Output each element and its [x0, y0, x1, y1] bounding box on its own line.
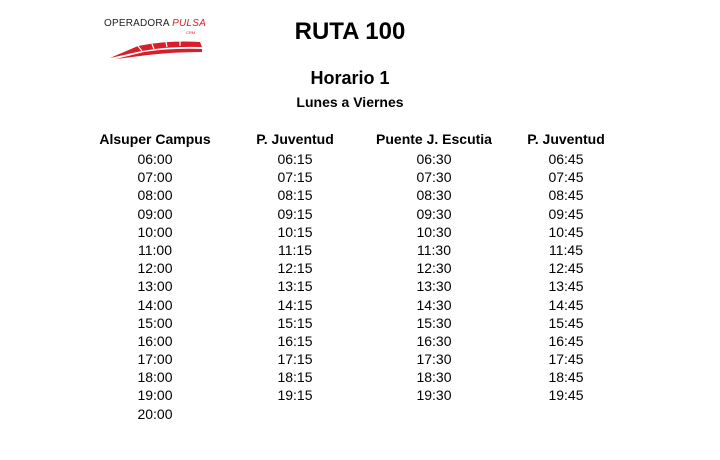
time-cell: 10:15 [277, 223, 313, 240]
time-cell: 11:15 [278, 241, 312, 258]
column-alsuper-campus [95, 130, 215, 423]
time-cell: 15:00 [137, 314, 173, 331]
time-cell: 11:45 [549, 241, 583, 258]
time-cell: 19:15 [277, 387, 313, 404]
time-cell: 12:30 [416, 260, 452, 277]
logo-name-a: OPERADORA [104, 18, 173, 29]
time-cell: 18:00 [137, 369, 173, 386]
column-header: Puente J. Escutia [376, 131, 492, 147]
schedule-days: Lunes a Viernes [296, 94, 404, 110]
time-cell: 09:00 [137, 205, 173, 222]
time-cell: 17:00 [137, 351, 173, 368]
time-cell: 16:45 [548, 332, 584, 349]
time-cell: 11:00 [138, 241, 172, 258]
time-cell: 07:45 [548, 169, 584, 186]
time-cell: 08:00 [137, 187, 173, 204]
time-cell: 19:45 [548, 387, 584, 404]
time-cell: 15:15 [277, 314, 313, 331]
time-cell: 14:00 [137, 296, 173, 313]
time-cell: 10:30 [416, 223, 452, 240]
time-cell: 07:30 [416, 169, 452, 186]
time-cell: 06:15 [277, 151, 313, 167]
time-cell: 18:45 [548, 369, 584, 386]
time-cell: 14:45 [548, 296, 584, 313]
logo-name-b: PULSA [172, 18, 206, 29]
time-cell: 09:15 [277, 205, 313, 222]
time-cell: 12:00 [137, 260, 173, 277]
time-cell: 06:00 [137, 151, 173, 167]
time-cell: 15:30 [416, 314, 452, 331]
time-cell: 09:45 [548, 205, 584, 222]
time-cell: 15:45 [548, 314, 584, 331]
column-puente-j-escutia [366, 130, 502, 405]
time-cell: 06:30 [416, 151, 452, 167]
time-cell: 13:15 [277, 278, 313, 295]
column-header: Alsuper Campus [99, 131, 211, 147]
route-title: RUTA 100 [294, 18, 406, 45]
time-cell: 10:45 [548, 223, 584, 240]
time-cell: 17:15 [277, 351, 313, 368]
time-cell: 06:45 [548, 151, 584, 167]
time-cell: 18:30 [416, 369, 452, 386]
time-cell: 11:30 [417, 241, 451, 258]
time-cell: 17:45 [548, 351, 584, 368]
time-cell: 14:15 [277, 296, 313, 313]
time-cell: 20:00 [137, 405, 173, 422]
schedule-table [0, 130, 720, 430]
time-cell: 12:15 [277, 260, 313, 277]
time-cell: 18:15 [277, 369, 313, 386]
time-cell: 13:45 [548, 278, 584, 295]
time-cell: 16:00 [137, 332, 173, 349]
time-cell: 08:30 [416, 187, 452, 204]
schedule-name: Horario 1 [310, 68, 390, 88]
time-cell: 07:00 [137, 169, 173, 186]
time-cell: 08:45 [548, 187, 584, 204]
time-cell: 12:45 [548, 260, 584, 277]
time-cell: 13:00 [137, 278, 173, 295]
time-cell: 07:15 [277, 169, 313, 186]
time-cell: 08:15 [277, 187, 313, 204]
column-p-juventud-1 [240, 130, 350, 405]
time-cell: 10:00 [137, 223, 173, 240]
time-cell: 14:30 [416, 296, 452, 313]
time-cell: 09:30 [416, 205, 452, 222]
column-p-juventud-2 [512, 130, 620, 405]
time-cell: 19:30 [416, 387, 452, 404]
time-cell: 17:30 [416, 351, 452, 368]
column-header: P. Juventud [527, 131, 605, 147]
logo-sub: CRM [186, 30, 196, 35]
time-cell: 13:30 [416, 278, 452, 295]
time-cell: 19:00 [137, 387, 173, 404]
time-cell: 16:15 [277, 332, 313, 349]
time-cell: 16:30 [416, 332, 452, 349]
column-header: P. Juventud [256, 131, 334, 147]
